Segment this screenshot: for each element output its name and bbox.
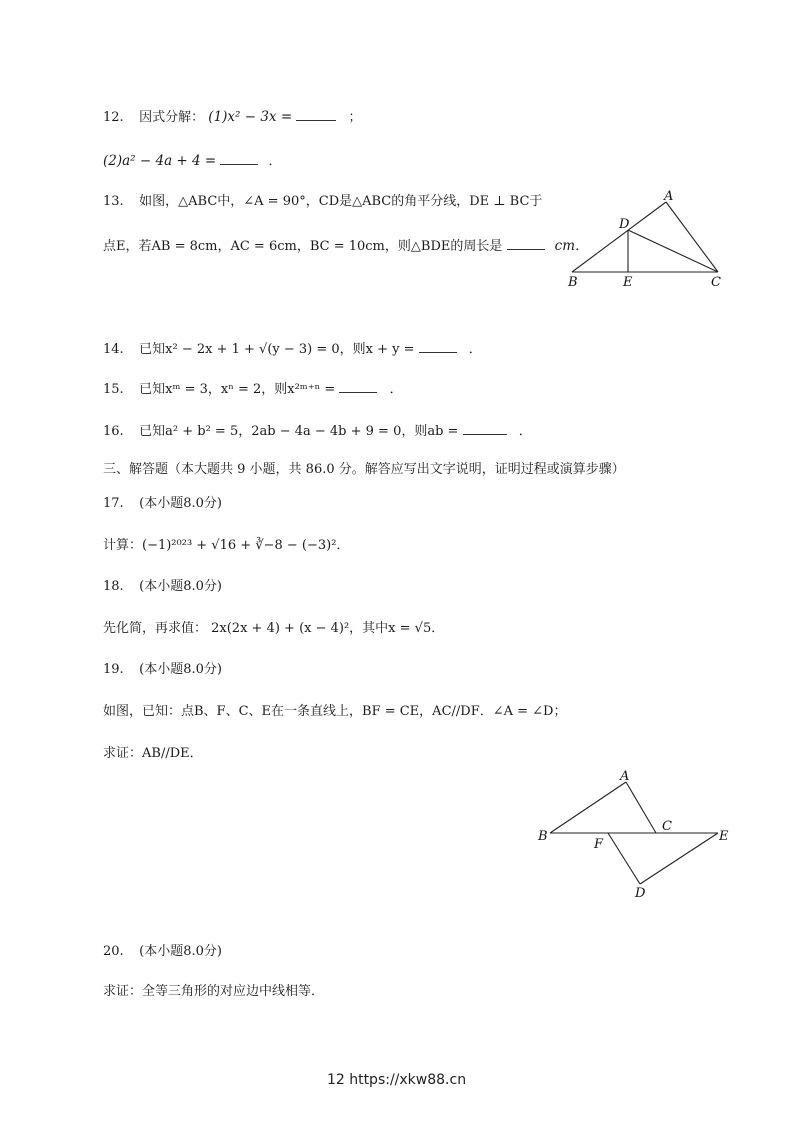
score-note: (本小题8.0分) xyxy=(139,944,222,959)
question-13 xyxy=(103,190,542,209)
segment-ba xyxy=(572,202,666,272)
question-number: 15. xyxy=(103,382,124,397)
label-c: C xyxy=(662,819,672,834)
question-text: 因式分解： xyxy=(139,110,205,125)
question-18-body: 先化简，再求值： 2x(2x + 4) + (x − 4)²，其中x = √5． xyxy=(103,621,445,636)
answer-blank[interactable] xyxy=(296,112,336,121)
question-16 xyxy=(103,420,532,439)
question-14 xyxy=(103,338,482,357)
score-note: (本小题8.0分) xyxy=(139,496,222,511)
question-20 xyxy=(103,940,222,959)
question-text: 已知a² + b² = 5，2ab − 4a − 4b + 9 = 0，则ab = xyxy=(139,424,459,439)
label-c: C xyxy=(711,275,721,290)
label-b: B xyxy=(538,829,548,844)
question-number: 14. xyxy=(103,342,124,357)
question-number: 13. xyxy=(103,194,124,209)
section-heading: 三、解答题（本大题共 9 小题，共 86.0 分。解答应写出文字说明，证明过程或演算步骤） xyxy=(103,462,625,477)
question-text: 如图，△ABC中，∠A = 90°，CD是△ABC的角平分线，DE ⊥ BC于 xyxy=(139,194,543,209)
score-note: (本小题8.0分) xyxy=(139,662,222,677)
question-number: 12. xyxy=(103,110,124,125)
score-note: (本小题8.0分) xyxy=(139,579,222,594)
question-19-body: 如图，已知：点B、F、C、E在一条直线上，BF = CE，AC//DF．∠A = ∠D； xyxy=(103,704,567,719)
answer-blank[interactable] xyxy=(419,344,457,353)
question-text: 已知xᵐ = 3，xⁿ = 2，则x²ᵐ⁺ⁿ = xyxy=(139,382,336,397)
math-expression: (2)a² − 4a + 4 = xyxy=(103,153,217,169)
segment-ac xyxy=(626,782,656,833)
question-text: 已知x² − 2x + 1 + √(y − 3) = 0，则x + y = xyxy=(139,342,415,357)
question-15 xyxy=(103,378,403,397)
question-text: 点E，若AB = 8cm，AC = 6cm，BC = 10cm，则△BDE的周长是 xyxy=(103,239,503,254)
answer-blank[interactable] xyxy=(339,384,377,393)
punctuation: ． xyxy=(518,424,532,439)
question-number: 17. xyxy=(103,496,124,511)
label-e: E xyxy=(719,829,729,844)
label-d: D xyxy=(635,886,646,901)
segment-ba xyxy=(550,782,626,833)
answer-blank[interactable] xyxy=(507,241,545,250)
segment-de xyxy=(640,833,718,884)
question-12-part2 xyxy=(103,150,282,169)
unit: cm． xyxy=(554,238,589,254)
label-d: D xyxy=(619,217,630,232)
label-e: E xyxy=(623,275,633,290)
question-number: 18. xyxy=(103,579,124,594)
question-number: 19. xyxy=(103,662,124,677)
math-expression: (1)x² − 3x = xyxy=(208,109,293,125)
punctuation: ． xyxy=(268,154,282,169)
page-footer: 12 https://xkw88.cn xyxy=(326,1072,467,1088)
segment-fd xyxy=(608,833,640,884)
label-f: F xyxy=(594,837,604,852)
question-number: 16. xyxy=(103,424,124,439)
question-19-prove: 求证：AB//DE． xyxy=(103,746,203,761)
question-12 xyxy=(103,106,361,125)
figure-q19 xyxy=(534,766,734,902)
question-19 xyxy=(103,658,222,677)
punctuation: ； xyxy=(348,110,362,125)
question-20-body: 求证：全等三角形的对应边中线相等． xyxy=(103,984,325,999)
answer-blank[interactable] xyxy=(463,426,507,435)
question-17-body: 计算：(−1)²⁰²³ + √16 + ∛−8 − (−3)²． xyxy=(103,538,350,553)
label-b: B xyxy=(568,275,578,290)
label-a: A xyxy=(620,769,630,784)
triangle-figure-q13 xyxy=(560,186,730,292)
question-13-line2 xyxy=(103,234,589,254)
answer-blank[interactable] xyxy=(220,156,258,165)
segment-dc xyxy=(628,230,718,272)
question-17 xyxy=(103,492,222,511)
label-a: A xyxy=(664,189,674,204)
punctuation: ． xyxy=(389,382,403,397)
punctuation: ． xyxy=(468,342,482,357)
question-18 xyxy=(103,575,222,594)
segment-ac xyxy=(666,202,718,272)
question-number: 20. xyxy=(103,944,124,959)
